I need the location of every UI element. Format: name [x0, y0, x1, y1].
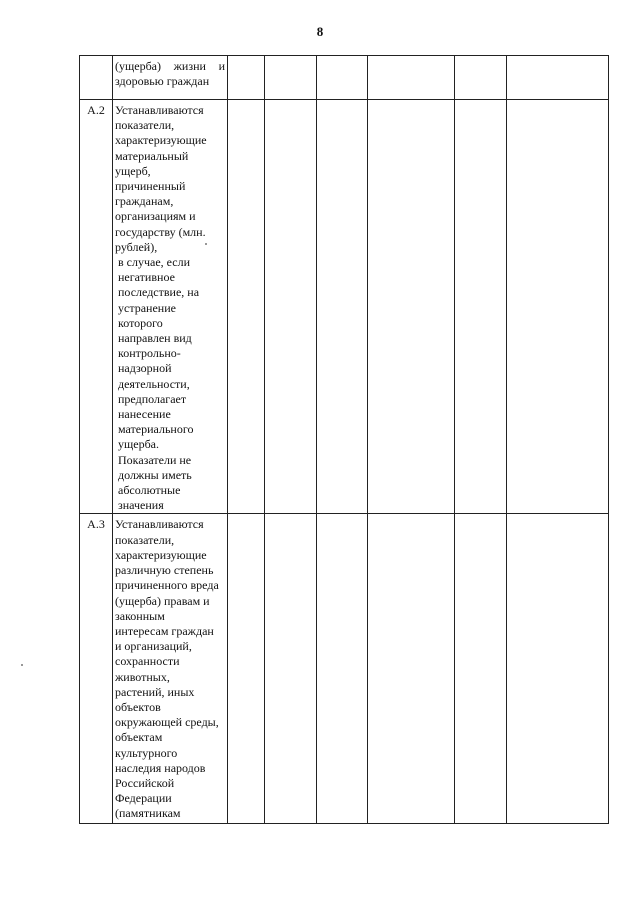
text-line: Федерации [115, 791, 172, 806]
scan-speck [21, 664, 23, 666]
row-number-cell: А.3 [80, 514, 113, 824]
text-line: материального [118, 422, 194, 437]
text-line: рублей), [115, 239, 158, 254]
text-line: негативное [118, 270, 175, 285]
text-line: контрольно- [118, 346, 181, 361]
empty-cell [507, 100, 609, 514]
text-line: в случае, если [118, 255, 191, 270]
text-line: деятельности, [118, 376, 190, 391]
empty-cell [368, 100, 455, 514]
text-line: гражданам, [115, 194, 174, 209]
text-line: культурного [115, 745, 178, 760]
text-line: показатели, [115, 532, 175, 547]
text-line: законным [115, 608, 165, 623]
text-line: растений, иных [115, 684, 195, 699]
text-line: наследия народов [115, 760, 206, 775]
justified-line [115, 59, 225, 74]
text-line: устранение [118, 300, 176, 315]
text-line: должны иметь [118, 467, 192, 482]
row-description-cell [113, 56, 228, 100]
text-line: организациям и [115, 209, 196, 224]
empty-cell [507, 56, 609, 100]
text-line: и организаций, [115, 639, 192, 654]
empty-cell [368, 56, 455, 100]
scan-speck [205, 243, 207, 245]
text-line: животных, [115, 669, 170, 684]
empty-cell [317, 100, 368, 514]
empty-cell [368, 514, 455, 824]
indicators-table [79, 55, 609, 824]
text-line: здоровью граждан [115, 74, 210, 89]
text-line: ущерба. [118, 437, 159, 452]
text-line: абсолютные [118, 483, 181, 498]
text-line: интересам граждан [115, 623, 214, 638]
text-line: Показатели не [118, 452, 192, 467]
table-row [80, 56, 609, 100]
text-line: которого [118, 315, 163, 330]
text-line: значения [118, 498, 164, 513]
page-number: 8 [316, 24, 324, 39]
empty-cell [228, 100, 265, 514]
text-line: объектов [115, 699, 161, 714]
text-line: характеризующие [115, 547, 207, 562]
text-line: объектам [115, 730, 163, 745]
text-line: показатели, [115, 118, 175, 133]
word: (ущерба) [115, 59, 161, 73]
row-number-cell [80, 56, 113, 100]
text-line: окружающей среды, [115, 715, 219, 730]
text-line: причиненный [115, 179, 186, 194]
empty-cell [317, 514, 368, 824]
row-description-cell [113, 100, 228, 514]
text-line: надзорной [118, 361, 172, 376]
word: и [218, 59, 225, 73]
text-line: (памятникам [115, 806, 181, 821]
text-line: нанесение [118, 407, 171, 422]
text-line: различную степень [115, 563, 214, 578]
text-line: материальный [115, 148, 189, 163]
empty-cell [265, 514, 317, 824]
text-line: причиненного вреда [115, 578, 219, 593]
empty-cell [317, 56, 368, 100]
empty-cell [265, 100, 317, 514]
text-line: последствие, на [118, 285, 200, 300]
text-line: государству (млн. [115, 224, 206, 239]
text-line: Устанавливаются [115, 517, 204, 532]
word: жизни [173, 59, 206, 73]
text-line: (ущерба) правам и [115, 593, 210, 608]
row-number-cell: А.2 [80, 100, 113, 514]
text-line: характеризующие [115, 133, 207, 148]
empty-cell [455, 56, 507, 100]
text-line: сохранности [115, 654, 180, 669]
text-line: предполагает [118, 391, 187, 406]
table-row [80, 100, 609, 514]
text-line: направлен вид [118, 331, 192, 346]
table-row [80, 514, 609, 824]
row-description-cell [113, 514, 228, 824]
empty-cell [228, 56, 265, 100]
empty-cell [228, 514, 265, 824]
text-line: Российской [115, 775, 175, 790]
text-line: ущерб, [115, 163, 151, 178]
text-line: Устанавливаются [115, 103, 204, 117]
empty-cell [507, 514, 609, 824]
empty-cell [265, 56, 317, 100]
empty-cell [455, 100, 507, 514]
empty-cell [455, 514, 507, 824]
